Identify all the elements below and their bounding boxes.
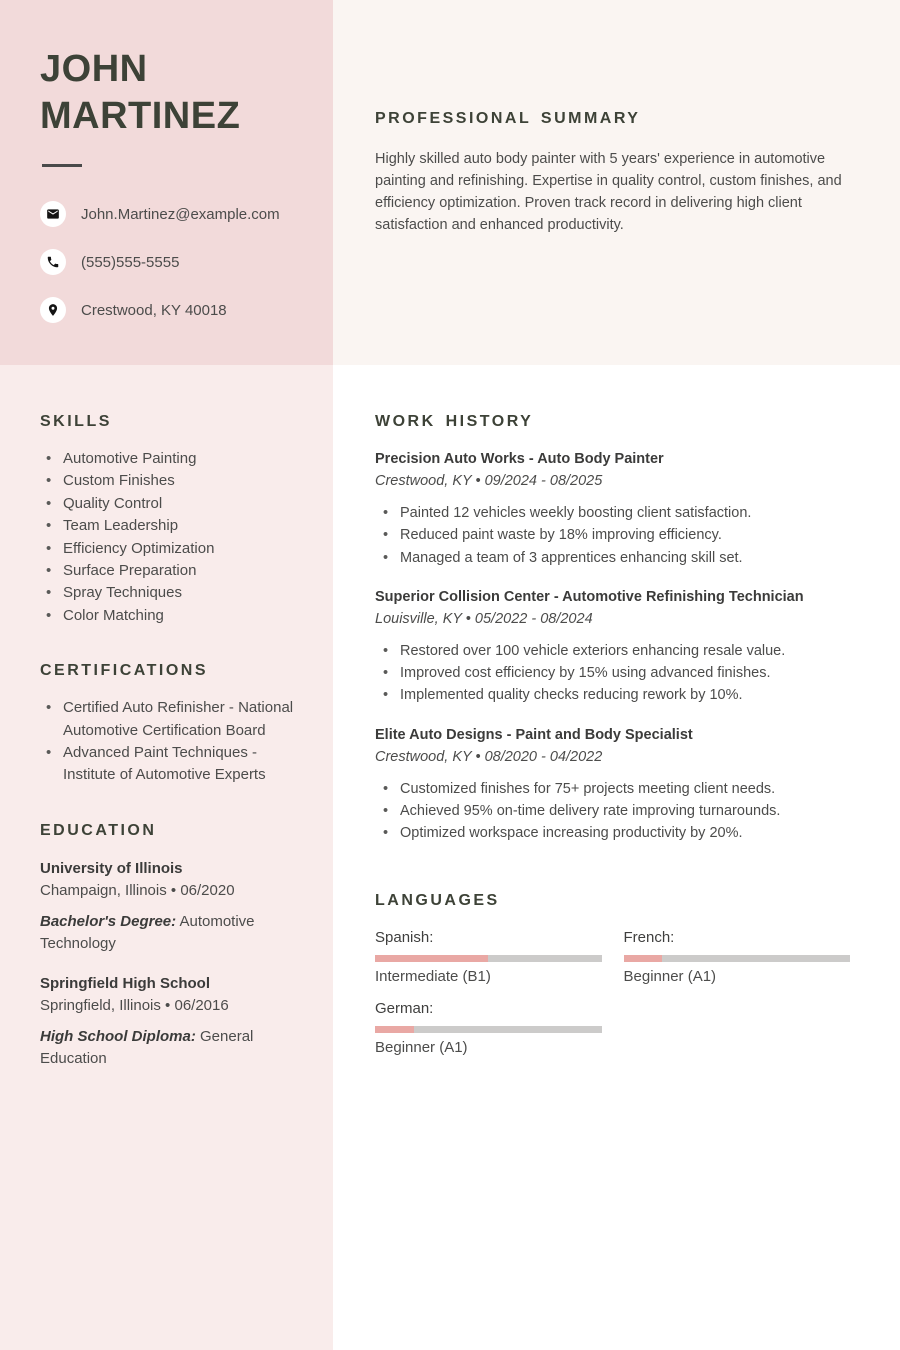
identity-panel xyxy=(0,0,333,365)
skills-list xyxy=(40,448,297,627)
skill-item: • Automotive Painting xyxy=(40,448,297,470)
languages-heading: LANGUAGES xyxy=(375,891,500,909)
job-title: Precision Auto Works - Auto Body Painter xyxy=(375,451,664,467)
summary-heading: PROFESSIONAL SUMMARY xyxy=(375,110,641,127)
job-bullet: • Painted 12 vehicles weekly boosting client satisfaction. xyxy=(375,502,850,524)
job-title: Elite Auto Designs - Paint and Body Specialist xyxy=(375,726,693,743)
language-item xyxy=(624,928,851,987)
skill-item: • Color Matching xyxy=(40,605,297,627)
education-entry xyxy=(40,858,297,955)
summary-panel xyxy=(333,0,900,365)
phone-text: (555)555-5555 xyxy=(81,253,180,271)
language-bar xyxy=(624,955,851,962)
skill-item: • Team Leadership xyxy=(40,515,297,537)
job-title: Superior Collision Center - Automotive Refinishing Technician xyxy=(375,588,804,605)
job-meta: Louisville, KY • 05/2022 - 08/2024 xyxy=(375,610,593,627)
location-icon xyxy=(40,297,66,323)
certifications-heading: CERTIFICATIONS xyxy=(40,662,209,680)
education-entry xyxy=(40,973,297,1070)
education-meta: Champaign, Illinois • 06/2020 xyxy=(40,881,235,899)
language-bar-fill xyxy=(624,955,663,962)
education-heading: EDUCATION xyxy=(40,821,157,839)
job-bullet: • Achieved 95% on-time delivery rate improving turnarounds. xyxy=(375,800,850,822)
job-bullet: • Reduced paint waste by 18% improving efficiency. xyxy=(375,524,850,546)
job-entry xyxy=(375,449,850,569)
job-meta: Crestwood, KY • 08/2020 - 04/2022 xyxy=(375,748,603,765)
education-school: Springfield High School xyxy=(40,974,210,992)
email-text: John.Martinez@example.com xyxy=(81,205,280,223)
certifications-section xyxy=(40,662,297,787)
skill-item: • Quality Control xyxy=(40,493,297,515)
skill-item: • Surface Preparation xyxy=(40,560,297,582)
language-item xyxy=(375,999,602,1058)
work-history-section xyxy=(375,413,850,845)
education-degree-value: Automotive Technology xyxy=(40,912,255,952)
main-panel xyxy=(333,365,900,1350)
email-icon xyxy=(40,201,66,227)
job-bullet: • Customized finishes for 75+ projects meeting client needs. xyxy=(375,778,850,800)
contact-phone-row xyxy=(40,249,297,275)
job-bullets xyxy=(375,640,850,707)
language-bar-fill xyxy=(375,955,488,962)
job-entry xyxy=(375,587,850,707)
job-bullet: • Improved cost efficiency by 15% using advanced finishes. xyxy=(375,662,850,684)
phone-icon xyxy=(40,249,66,275)
job-bullets xyxy=(375,502,850,569)
education-degree xyxy=(40,1026,297,1070)
languages-section xyxy=(375,892,850,1058)
certification-item: • Certified Auto Refinisher - National Automotive Certification Board xyxy=(40,697,297,742)
job-bullets xyxy=(375,778,850,845)
language-level: Beginner (A1) xyxy=(623,967,717,985)
person-name: JOHN MARTINEZ xyxy=(40,48,241,137)
skills-section xyxy=(40,413,297,627)
certifications-list xyxy=(40,697,297,787)
language-bar-fill xyxy=(375,1026,414,1033)
job-bullet: • Restored over 100 vehicle exteriors enhancing resale value. xyxy=(375,640,850,662)
education-degree-label: High School Diploma: xyxy=(40,1027,196,1045)
language-bar xyxy=(375,1026,602,1033)
skill-item: • Efficiency Optimization xyxy=(40,538,297,560)
sidebar-panel xyxy=(0,365,333,1350)
language-name: French: xyxy=(623,928,675,946)
contact-email-row xyxy=(40,201,297,227)
language-bar xyxy=(375,955,602,962)
job-bullet: • Managed a team of 3 apprentices enhancing skill set. xyxy=(375,547,850,569)
job-bullet: • Optimized workspace increasing productivity by 20%. xyxy=(375,822,850,844)
contact-location-row xyxy=(40,297,297,323)
language-item xyxy=(375,928,602,987)
job-entry xyxy=(375,725,850,845)
language-level: Intermediate (B1) xyxy=(375,967,491,985)
certification-item: • Advanced Paint Techniques - Institute of Automotive Experts xyxy=(40,742,297,787)
education-degree-value: General Education xyxy=(40,1027,254,1067)
education-school: University of Illinois xyxy=(40,859,183,877)
education-section xyxy=(40,822,297,1070)
name-divider xyxy=(42,164,82,167)
language-level: Beginner (A1) xyxy=(375,1038,468,1056)
skill-item: • Spray Techniques xyxy=(40,582,297,604)
job-bullet: • Implemented quality checks reducing rework by 10%. xyxy=(375,684,850,706)
summary-text: Highly skilled auto body painter with 5 years' experience in automotive painting and refinishing. Expertise in quality control, custom finishes, and efficiency optimization. Proven track record in delivering high client satisfaction and enhanced productivity. xyxy=(375,151,842,233)
job-meta: Crestwood, KY • 09/2024 - 08/2025 xyxy=(375,473,603,489)
work-history-heading: WORK HISTORY xyxy=(375,413,534,430)
education-degree-label: Bachelor's Degree: xyxy=(40,912,177,930)
language-name: German: xyxy=(375,999,434,1017)
skill-item: • Custom Finishes xyxy=(40,470,297,492)
education-degree xyxy=(40,911,297,955)
language-name: Spanish: xyxy=(375,928,434,946)
skills-heading: SKILLS xyxy=(40,413,112,430)
location-text: Crestwood, KY 40018 xyxy=(81,301,227,319)
education-meta: Springfield, Illinois • 06/2016 xyxy=(40,996,229,1014)
languages-grid xyxy=(375,928,850,1058)
